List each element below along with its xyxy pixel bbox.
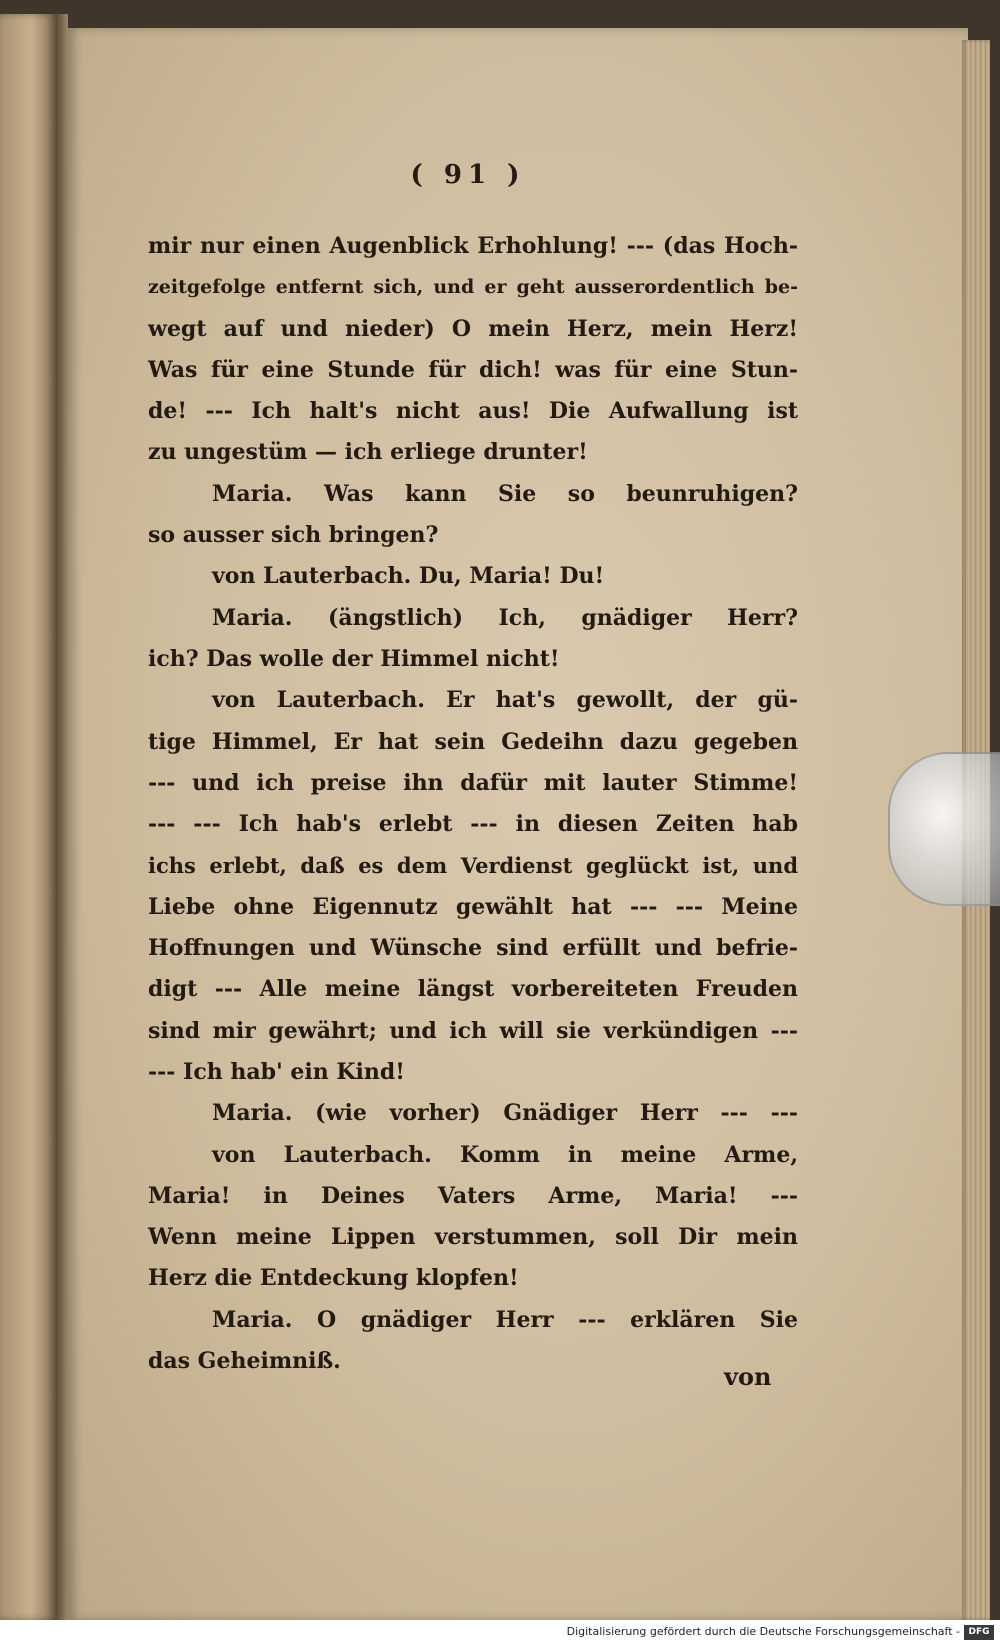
speaker-line: von Lauterbach. Er hat's gewollt, der gü- bbox=[212, 687, 798, 714]
page-clip bbox=[888, 752, 1000, 906]
text-line: --- Ich hab' ein Kind! bbox=[148, 1058, 405, 1085]
text-line: tige Himmel, Er hat sein Gedeihn dazu gegeben bbox=[148, 728, 798, 755]
text-line: wegt auf und nieder) O mein Herz, mein Herz! bbox=[148, 315, 798, 342]
speaker-line: von Lauterbach. Komm in meine Arme, bbox=[212, 1141, 798, 1168]
text-line: de! --- Ich halt's nicht aus! Die Aufwallung ist bbox=[148, 398, 798, 425]
speaker-line: von Lauterbach. Du, Maria! Du! bbox=[212, 563, 605, 590]
page-number: ( 91 ) bbox=[410, 160, 526, 190]
text-line: --- und ich preise ihn dafür mit lauter Stimme! bbox=[148, 769, 798, 796]
text-body bbox=[148, 226, 798, 1382]
speaker-line: Maria. O gnädiger Herr --- erklären Sie bbox=[212, 1306, 798, 1333]
text-line: Herz die Entdeckung klopfen! bbox=[148, 1265, 519, 1292]
text-line: Was für eine Stunde für dich! was für eine Stun- bbox=[148, 356, 798, 383]
text-line: --- --- Ich hab's erlebt --- in diesen Zeiten hab bbox=[148, 811, 798, 838]
text-line: zeitgefolge entfernt sich, und er geht ausserordentlich be- bbox=[148, 276, 798, 299]
text-line: das Geheimniß. bbox=[148, 1348, 341, 1375]
speaker-line: Maria. (ängstlich) Ich, gnädiger Herr? bbox=[212, 604, 798, 631]
speaker-line: Maria. (wie vorher) Gnädiger Herr --- --- bbox=[212, 1100, 798, 1127]
footer-credit: Digitalisierung gefördert durch die Deutsche Forschungsgemeinschaft - bbox=[566, 1625, 960, 1638]
text-line: ichs erlebt, daß es dem Verdienst geglückt ist, und bbox=[148, 853, 798, 879]
text-line: digt --- Alle meine längst vorbereiteten Freuden bbox=[148, 976, 798, 1003]
text-line: Hoffnungen und Wünsche sind erfüllt und befrie- bbox=[148, 935, 798, 962]
left-page-edge bbox=[0, 14, 56, 1620]
text-line: mir nur einen Augenblick Erhohlung! --- (das Hoch- bbox=[148, 233, 798, 259]
dfg-logo-icon: DFG bbox=[964, 1625, 994, 1640]
text-line: Liebe ohne Eigennutz gewählt hat --- --- Meine bbox=[148, 893, 798, 920]
text-line: sind mir gewährt; und ich will sie verkündigen --- bbox=[148, 1017, 798, 1044]
catchword: von bbox=[724, 1362, 772, 1391]
text-line: ich? Das wolle der Himmel nicht! bbox=[148, 645, 560, 672]
speaker-line: Maria. Was kann Sie so beunruhigen? bbox=[212, 480, 798, 507]
text-line: so ausser sich bringen? bbox=[148, 522, 439, 549]
text-line: Wenn meine Lippen verstummen, soll Dir mein bbox=[148, 1224, 798, 1251]
footer-bar bbox=[0, 1622, 1000, 1644]
text-line: zu ungestüm — ich erliege drunter! bbox=[148, 439, 588, 466]
book-gutter bbox=[56, 14, 68, 1620]
text-line: Maria! in Deines Vaters Arme, Maria! --- bbox=[148, 1182, 798, 1209]
